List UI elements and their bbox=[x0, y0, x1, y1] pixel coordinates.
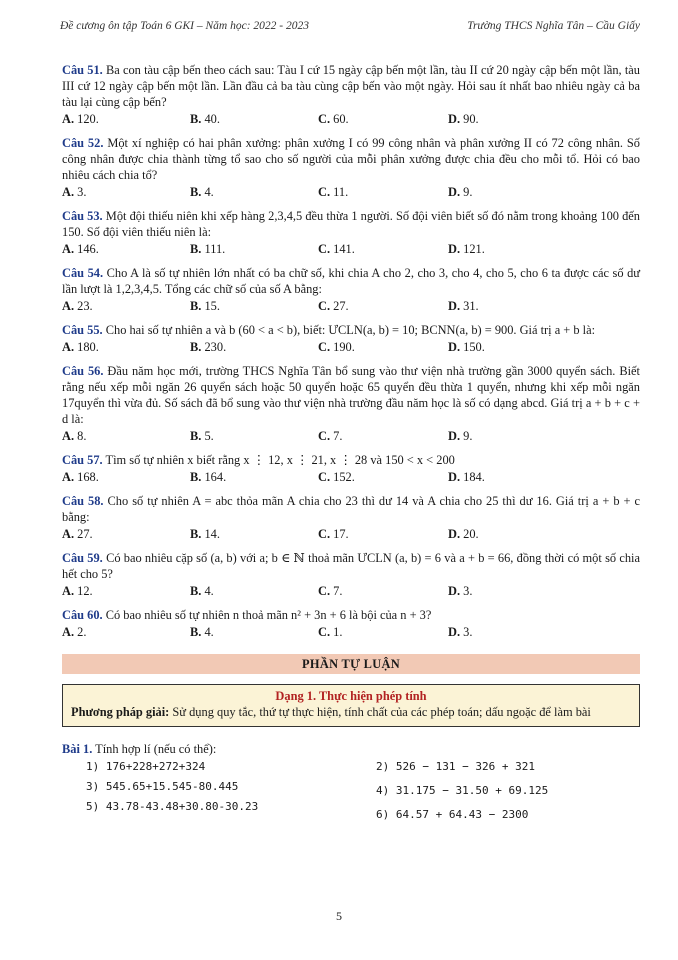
answer-option bbox=[448, 583, 576, 599]
option-value: 4. bbox=[204, 625, 214, 639]
option-letter: C. bbox=[318, 242, 331, 256]
exercise-col-right bbox=[352, 759, 632, 831]
option-value: 184. bbox=[463, 470, 485, 484]
answer-option bbox=[62, 298, 190, 314]
option-value: 141. bbox=[333, 242, 355, 256]
section-title: PHẦN TỰ LUẬN bbox=[62, 654, 640, 674]
answer-option bbox=[318, 428, 448, 444]
option-value: 12. bbox=[77, 584, 93, 598]
option-letter: A. bbox=[62, 112, 75, 126]
option-letter: C. bbox=[318, 185, 331, 199]
option-value: 7. bbox=[333, 584, 343, 598]
question-label: Câu 53. bbox=[62, 209, 103, 223]
answer-option bbox=[190, 111, 318, 127]
answer-option bbox=[318, 111, 448, 127]
option-value: 111. bbox=[204, 242, 226, 256]
option-letter: C. bbox=[318, 112, 331, 126]
option-letter: D. bbox=[448, 185, 461, 199]
answer-options bbox=[62, 184, 640, 200]
option-letter: B. bbox=[190, 429, 202, 443]
option-letter: C. bbox=[318, 340, 331, 354]
option-value: 27. bbox=[77, 527, 93, 541]
question-text bbox=[62, 493, 640, 525]
answer-options bbox=[62, 624, 640, 640]
question-label: Câu 51. bbox=[62, 63, 103, 77]
answer-option bbox=[190, 184, 318, 200]
answer-option bbox=[448, 624, 576, 640]
answer-option bbox=[62, 624, 190, 640]
option-letter: A. bbox=[62, 340, 75, 354]
question-text bbox=[62, 208, 640, 240]
answer-option bbox=[62, 339, 190, 355]
option-letter: D. bbox=[448, 584, 461, 598]
option-value: 9. bbox=[463, 185, 473, 199]
answer-option bbox=[190, 526, 318, 542]
option-value: 31. bbox=[463, 299, 479, 313]
question-text bbox=[62, 135, 640, 183]
question-list bbox=[62, 62, 640, 640]
page-number: 5 bbox=[336, 909, 342, 923]
question-text bbox=[62, 550, 640, 582]
answer-options bbox=[62, 583, 640, 599]
question-body: Một đội thiếu niên khi xếp hàng 2,3,4,5 đều thừa 1 người. Số đội viên biết số đó nằm trong khoảng 100 đến 150. Số đội viên thiếu niên là: bbox=[62, 209, 640, 239]
question-body: Cho số tự nhiên A = abc thỏa mãn A chia cho 23 thì dư 14 và A chia cho 25 thì dư 16. Giá trị a + b + c bằng: bbox=[62, 494, 640, 524]
answer-option bbox=[62, 111, 190, 127]
document-body bbox=[62, 62, 640, 831]
option-letter: B. bbox=[190, 527, 202, 541]
question-block bbox=[62, 135, 640, 200]
question-body: Cho A là số tự nhiên lớn nhất có ba chữ số, khi chia A cho 2, cho 3, cho 4, cho 5, cho 6 ta được các số dư lần lượt là 1,2,3,4,5. Tổng các chữ số của số A bằng: bbox=[62, 266, 640, 296]
option-letter: D. bbox=[448, 527, 461, 541]
option-letter: A. bbox=[62, 242, 75, 256]
answer-option bbox=[318, 526, 448, 542]
answer-option bbox=[448, 526, 576, 542]
question-text bbox=[62, 452, 640, 468]
answer-option bbox=[62, 583, 190, 599]
answer-option bbox=[448, 184, 576, 200]
exercise-item: 6) 64.57 + 64.43 − 2300 bbox=[376, 808, 529, 821]
method-box bbox=[62, 684, 640, 727]
answer-options bbox=[62, 111, 640, 127]
exercise-text: Tính hợp lí (nếu có thể): bbox=[92, 742, 217, 756]
answer-option bbox=[190, 624, 318, 640]
option-value: 168. bbox=[77, 470, 99, 484]
method-body bbox=[71, 704, 631, 720]
option-letter: A. bbox=[62, 584, 75, 598]
option-value: 146. bbox=[77, 242, 99, 256]
exercise-item: 5) 43.78-43.48+30.80-30.23 bbox=[86, 800, 259, 813]
answer-option bbox=[62, 526, 190, 542]
answer-option bbox=[448, 241, 576, 257]
question-body: Cho hai số tự nhiên a và b (60 < a < b), biết: ƯCLN(a, b) = 10; BCNN(a, b) = 900. Giá trị a + b là: bbox=[105, 323, 596, 337]
answer-options bbox=[62, 428, 640, 444]
option-value: 3. bbox=[77, 185, 87, 199]
option-letter: C. bbox=[318, 584, 331, 598]
answer-option bbox=[190, 241, 318, 257]
option-letter: A. bbox=[62, 470, 75, 484]
option-letter: B. bbox=[190, 625, 202, 639]
question-text bbox=[62, 322, 640, 338]
answer-options bbox=[62, 339, 640, 355]
option-value: 2. bbox=[77, 625, 87, 639]
exercise-item: 3) 545.65+15.545-80.445 bbox=[86, 780, 239, 793]
question-body: Đầu năm học mới, trường THCS Nghĩa Tân bổ sung vào thư viện nhà trường gần 3000 quyển sách. Biết rằng nếu xếp mỗi ngăn 26 quyển sách hoặc 50 quyển hoặc 65 quyển đều thừa 1 quyển, nhưng khi xếp mỗi ngăn 17quyển thì vừa đủ. Số sách đã bổ sung vào thư viện nhà trường đầu năm học là số có dạng abcd. Giá trị a + b + c + d là: bbox=[62, 364, 640, 426]
option-value: 15. bbox=[204, 299, 220, 313]
method-label: Phương pháp giải: bbox=[71, 705, 170, 719]
question-block bbox=[62, 550, 640, 599]
answer-option bbox=[190, 298, 318, 314]
option-letter: A. bbox=[62, 299, 75, 313]
option-value: 20. bbox=[463, 527, 479, 541]
option-value: 90. bbox=[463, 112, 479, 126]
answer-option bbox=[190, 469, 318, 485]
option-value: 4. bbox=[204, 584, 214, 598]
question-text bbox=[62, 265, 640, 297]
option-value: 3. bbox=[463, 584, 473, 598]
answer-options bbox=[62, 241, 640, 257]
header-left: Đề cương ôn tập Toán 6 GKI – Năm học: 2022 - 2023 bbox=[60, 20, 310, 32]
option-value: 121. bbox=[463, 242, 485, 256]
option-letter: C. bbox=[318, 429, 331, 443]
option-letter: B. bbox=[190, 470, 202, 484]
question-label: Câu 56. bbox=[62, 364, 104, 378]
answer-option bbox=[62, 184, 190, 200]
exercise-label: Bài 1. bbox=[62, 742, 93, 756]
question-block bbox=[62, 452, 640, 485]
option-letter: C. bbox=[318, 527, 331, 541]
option-value: 11. bbox=[333, 185, 349, 199]
answer-option bbox=[318, 339, 448, 355]
option-value: 27. bbox=[333, 299, 349, 313]
option-letter: B. bbox=[190, 299, 202, 313]
option-value: 4. bbox=[204, 185, 214, 199]
option-value: 7. bbox=[333, 429, 343, 443]
method-text: Sử dụng quy tắc, thứ tự thực hiện, tính chất của các phép toán; dấu ngoặc để làm bài bbox=[169, 705, 591, 719]
option-value: 180. bbox=[77, 340, 99, 354]
option-letter: A. bbox=[62, 625, 75, 639]
option-value: 3. bbox=[463, 625, 473, 639]
option-letter: D. bbox=[448, 625, 461, 639]
question-body: Một xí nghiệp có hai phân xưởng: phân xưởng I có 99 công nhân và phân xưởng II có 72 công nhân. Số công nhân được chia thành từng tổ sao cho số người của mỗi phân xưởng được chia đều cho mỗi tổ. Hỏi có bao nhiêu cách chia tổ? bbox=[62, 136, 640, 182]
answer-option bbox=[448, 111, 576, 127]
question-label: Câu 54. bbox=[62, 266, 104, 280]
question-block bbox=[62, 493, 640, 542]
answer-option bbox=[62, 469, 190, 485]
question-label: Câu 58. bbox=[62, 494, 104, 508]
option-value: 164. bbox=[204, 470, 227, 484]
question-label: Câu 55. bbox=[62, 323, 103, 337]
exercise-title bbox=[62, 741, 640, 757]
answer-options bbox=[62, 469, 640, 485]
question-block bbox=[62, 62, 640, 127]
option-letter: B. bbox=[190, 242, 202, 256]
answer-option bbox=[448, 428, 576, 444]
question-label: Câu 59. bbox=[62, 551, 103, 565]
option-letter: C. bbox=[318, 625, 331, 639]
question-body: Tìm số tự nhiên x biết rằng x ⋮ 12, x ⋮ 21, x ⋮ 28 và 150 < x < 200 bbox=[105, 453, 455, 467]
question-body: Có bao nhiêu số tự nhiên n thoả mãn n² + 3n + 6 là bội của n + 3? bbox=[105, 608, 432, 622]
answer-option bbox=[318, 469, 448, 485]
option-letter: D. bbox=[448, 299, 461, 313]
question-block bbox=[62, 322, 640, 355]
option-value: 190. bbox=[333, 340, 355, 354]
method-title: Dạng 1. Thực hiện phép tính bbox=[275, 689, 427, 703]
question-text bbox=[62, 607, 640, 623]
answer-option bbox=[448, 298, 576, 314]
option-letter: D. bbox=[448, 429, 461, 443]
answer-option bbox=[190, 583, 318, 599]
option-value: 152. bbox=[333, 470, 355, 484]
option-letter: D. bbox=[448, 470, 461, 484]
question-block bbox=[62, 208, 640, 257]
option-value: 120. bbox=[77, 112, 99, 126]
exercise-items bbox=[62, 759, 640, 831]
question-block bbox=[62, 265, 640, 314]
question-label: Câu 52. bbox=[62, 136, 104, 150]
option-letter: A. bbox=[62, 429, 75, 443]
option-value: 17. bbox=[333, 527, 349, 541]
answer-option bbox=[190, 428, 318, 444]
question-text bbox=[62, 62, 640, 110]
option-value: 40. bbox=[204, 112, 220, 126]
option-letter: C. bbox=[318, 470, 331, 484]
option-value: 1. bbox=[333, 625, 343, 639]
option-letter: D. bbox=[448, 340, 461, 354]
answer-option bbox=[318, 583, 448, 599]
question-label: Câu 60. bbox=[62, 608, 103, 622]
option-value: 9. bbox=[463, 429, 473, 443]
option-letter: B. bbox=[190, 584, 202, 598]
option-value: 14. bbox=[204, 527, 220, 541]
answer-option bbox=[318, 241, 448, 257]
exercise-item: 2) 526 − 131 − 326 + 321 bbox=[376, 760, 535, 773]
option-letter: D. bbox=[448, 242, 461, 256]
question-text bbox=[62, 363, 640, 427]
option-value: 8. bbox=[77, 429, 87, 443]
question-label: Câu 57. bbox=[62, 453, 103, 467]
header-right: Trường THCS Nghĩa Tân – Cầu Giấy bbox=[467, 20, 640, 32]
option-value: 230. bbox=[204, 340, 227, 354]
answer-option bbox=[62, 428, 190, 444]
option-value: 23. bbox=[77, 299, 93, 313]
question-body: Có bao nhiêu cặp số (a, b) với a; b ∈ ℕ thoả mãn ƯCLN (a, b) = 6 và a + b = 66, đồng thời có một số chia hết cho 5? bbox=[62, 551, 640, 581]
exercise-item: 1) 176+228+272+324 bbox=[86, 760, 206, 773]
option-letter: D. bbox=[448, 112, 461, 126]
option-letter: A. bbox=[62, 185, 75, 199]
answer-option bbox=[190, 339, 318, 355]
answer-option bbox=[448, 469, 576, 485]
answer-option bbox=[318, 298, 448, 314]
exercise-col-left bbox=[62, 759, 352, 831]
question-body: Ba con tàu cập bến theo cách sau: Tàu I cứ 15 ngày cập bến một lần, tàu II cứ 20 ngày cập bến một lần, tàu III cứ 12 ngày cập bến một lần. Lần đầu cả ba tàu cùng cập bến vào một ngày. Hỏi sau ít nhất bao nhiêu ngày cả ba tàu lại cùng cập bến? bbox=[62, 63, 640, 109]
answer-option bbox=[318, 184, 448, 200]
option-letter: A. bbox=[62, 527, 75, 541]
answer-option bbox=[62, 241, 190, 257]
answer-option bbox=[448, 339, 576, 355]
page-header bbox=[60, 20, 640, 32]
option-letter: B. bbox=[190, 112, 202, 126]
exercise-item: 4) 31.175 − 31.50 + 69.125 bbox=[376, 784, 549, 797]
option-letter: B. bbox=[190, 185, 202, 199]
question-block bbox=[62, 607, 640, 640]
answer-options bbox=[62, 526, 640, 542]
option-value: 150. bbox=[463, 340, 485, 354]
option-value: 5. bbox=[204, 429, 214, 443]
question-block bbox=[62, 363, 640, 444]
option-letter: C. bbox=[318, 299, 331, 313]
option-letter: B. bbox=[190, 340, 202, 354]
answer-option bbox=[318, 624, 448, 640]
answer-options bbox=[62, 298, 640, 314]
option-value: 60. bbox=[333, 112, 349, 126]
